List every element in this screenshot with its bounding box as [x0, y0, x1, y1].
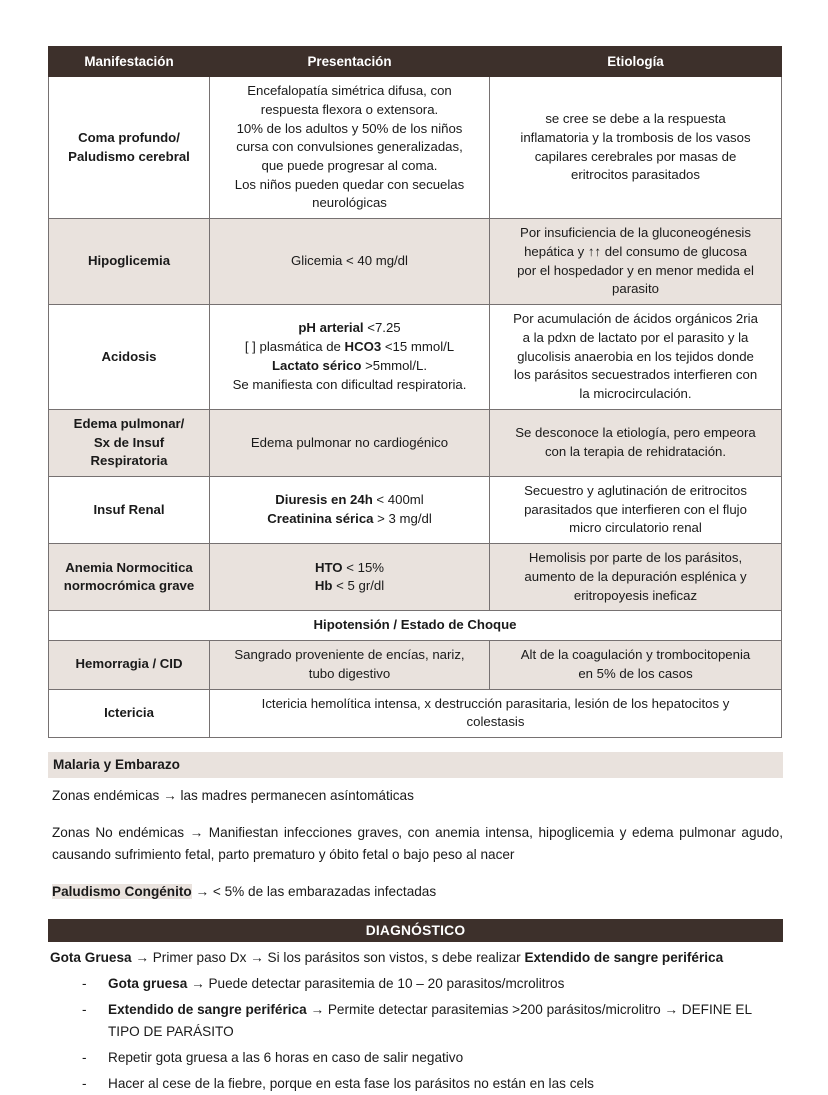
cell-line: Ictericia — [104, 704, 154, 720]
cell-line: parasitados que interfieren con el flujo — [524, 501, 747, 517]
cell-line: respuesta flexora o extensora. — [260, 101, 439, 117]
cell-hipotension-choque: Hipotensión / Estado de Choque — [49, 611, 782, 641]
cell-line: Anemia Normocitica — [65, 559, 193, 575]
pregnancy-endemic-line: Zonas endémicas → las madres permanecen asíntomáticas — [52, 787, 414, 803]
cell-line: que puede progresar al coma. — [261, 157, 438, 173]
cell-line: Los niños pueden quedar con secuelas — [234, 176, 465, 192]
cell-line: Diuresis en 24h < 400ml — [275, 492, 424, 508]
cell-line: pH arterial <7.25 — [298, 320, 401, 336]
cell-presentacion — [210, 77, 490, 219]
table-row — [49, 77, 782, 219]
cell-line: Alt de la coagulación y trombocitopenia — [520, 647, 751, 663]
cell-line: Glicemia < 40 mg/dl — [291, 253, 408, 269]
cell-presentacion — [210, 544, 490, 611]
cell-line: Hemolisis por parte de los parásitos, — [528, 550, 743, 566]
cell-line: eritrocitos parasitados — [570, 167, 700, 183]
cell-line: en 5% de los casos — [578, 665, 693, 681]
table-row — [49, 219, 782, 305]
cell-line: se cree se debe a la respuesta — [545, 111, 726, 127]
cell-etiologia — [490, 641, 782, 689]
cell-line: glucolisis anaerobia en los tejidos donde — [517, 348, 754, 364]
list-item: - Hacer al cese de la fiebre, porque en esta fase los parásitos no están en las cels — [78, 1073, 781, 1095]
cell-line: aumento de la depuración esplénica y — [524, 568, 747, 584]
list-item: - Extendido de sangre periférica → Permite detectar parasitemias >200 parásitos/microlitro → DEFINE EL TIPO DE PARÁSITO — [78, 999, 781, 1043]
cell-line: Edema pulmonar no cardiogénico — [250, 434, 449, 450]
table-row — [49, 689, 782, 737]
table-header-row — [49, 47, 782, 77]
cell-presentacion — [210, 409, 490, 476]
cell-line: Acidosis — [101, 348, 157, 364]
table-row — [49, 476, 782, 543]
pregnancy-nonendemic-line: Zonas No endémicas → Manifiestan infecciones graves, con anemia intensa, hipoglicemia y edema pulmonar agudo, causando sufrimiento fetal, parto prematuro y óbito fetal o bajo peso al nacer — [52, 824, 783, 862]
cell-manifestacion — [49, 689, 210, 737]
cell-presentacion — [210, 305, 490, 410]
table-row — [49, 544, 782, 611]
column-header-etiologia: Etiología — [490, 47, 782, 77]
cell-line: micro circulatorio renal — [569, 520, 702, 536]
cell-manifestacion — [49, 305, 210, 410]
cell-presentacion — [210, 219, 490, 305]
table-row-fullwidth — [49, 611, 782, 641]
congenital-malaria-line — [52, 881, 783, 903]
cell-manifestacion — [49, 641, 210, 689]
cell-etiologia — [490, 544, 782, 611]
congenital-malaria-rest: → < 5% de las embarazadas infectadas — [191, 883, 437, 899]
cell-line: con la terapia de rehidratación. — [544, 443, 727, 459]
cell-line: eritropoyesis ineficaz — [573, 587, 698, 603]
cell-line: cursa con convulsiones generalizadas, — [236, 139, 463, 155]
cell-line: Por acumulación de ácidos orgánicos 2ria — [513, 311, 758, 327]
diagnosis-list — [48, 973, 781, 1095]
cell-line: neurológicas — [312, 195, 387, 211]
cell-etiologia — [490, 409, 782, 476]
cell-line: Hemorragia / CID — [75, 656, 183, 672]
clinical-manifestations-table — [48, 46, 782, 738]
pregnancy-section — [48, 752, 783, 903]
cell-presentacion — [210, 476, 490, 543]
cell-line: Sangrado proveniente de encías, nariz, — [234, 647, 465, 663]
cell-line: Por insuficiencia de la gluconeogénesis — [520, 225, 751, 241]
column-header-presentacion: Presentación — [210, 47, 490, 77]
list-item: - Gota gruesa → Puede detectar parasitemia de 10 – 20 parasitos/mcrolitros — [78, 973, 781, 995]
cell-line: Edema pulmonar/ — [73, 415, 185, 431]
cell-line: Ictericia hemolítica intensa, x destrucción parasitaria, lesión de los hepatocitos y — [261, 695, 730, 711]
cell-etiologia — [490, 77, 782, 219]
cell-presentacion — [210, 641, 490, 689]
cell-line: Insuf Renal — [93, 501, 165, 517]
cell-line: Secuestro y aglutinación de eritrocitos — [524, 482, 747, 498]
diagnosis-lead: Gota Gruesa → Primer paso Dx → Si los parásitos son vistos, s debe realizar Extendido de sangre periférica — [50, 949, 724, 965]
cell-manifestacion — [49, 77, 210, 219]
cell-line: colestasis — [466, 714, 525, 730]
cell-line: capilares cerebrales por masas de — [534, 148, 737, 164]
table-row — [49, 305, 782, 410]
cell-line: [ ] plasmática de HCO3 <15 mmol/L — [244, 339, 455, 355]
cell-presentacion-etiologia-span — [210, 689, 782, 737]
cell-manifestacion — [49, 476, 210, 543]
cell-line: por el hospedador y en menor medida el — [517, 262, 754, 278]
cell-line: Coma profundo/ — [78, 129, 180, 145]
cell-manifestacion — [49, 544, 210, 611]
cell-etiologia — [490, 305, 782, 410]
cell-line: Hb < 5 gr/dl — [314, 578, 385, 594]
table-body — [49, 77, 782, 738]
table-row — [49, 641, 782, 689]
cell-line: Se desconoce la etiología, pero empeora — [515, 425, 756, 441]
congenital-malaria-label: Paludismo Congénito — [52, 883, 192, 899]
cell-line: a la pdxn de lactato por el parasito y la — [522, 329, 749, 345]
cell-line: parasito — [612, 281, 659, 297]
cell-line: los parásitos secuestrados interfieren con — [513, 367, 758, 383]
cell-etiologia — [490, 219, 782, 305]
cell-manifestacion — [49, 219, 210, 305]
cell-line: Lactato sérico >5mmol/L. — [271, 357, 428, 373]
cell-line: Hipoglicemia — [87, 253, 171, 269]
cell-line: Encefalopatía simétrica difusa, con — [247, 83, 452, 99]
cell-line: la microcirculación. — [579, 386, 692, 402]
cell-line: tubo digestivo — [308, 665, 391, 681]
cell-manifestacion — [49, 409, 210, 476]
diagnosis-section-bar: DIAGNÓSTICO — [48, 919, 783, 942]
cell-line: Respiratoria — [90, 453, 168, 469]
cell-line: normocrómica grave — [63, 578, 195, 594]
column-header-manifestacion: Manifestación — [49, 47, 210, 77]
cell-line: Sx de Insuf — [93, 434, 165, 450]
cell-line: hepática y ↑↑ del consumo de glucosa — [524, 243, 747, 259]
list-item: - Repetir gota gruesa a las 6 horas en caso de salir negativo — [78, 1047, 781, 1069]
cell-line: 10% de los adultos y 50% de los niños — [236, 120, 463, 136]
pregnancy-heading: Malaria y Embarazo — [48, 752, 783, 778]
table-row — [49, 409, 782, 476]
cell-etiologia — [490, 476, 782, 543]
cell-line: Se manifiesta con dificultad respiratoria. — [232, 376, 467, 392]
cell-line: inflamatoria y la trombosis de los vasos — [520, 129, 751, 145]
cell-line: Creatinina sérica > 3 mg/dl — [267, 511, 432, 527]
cell-line: HTO < 15% — [314, 559, 385, 575]
cell-line: Paludismo cerebral — [68, 148, 190, 164]
